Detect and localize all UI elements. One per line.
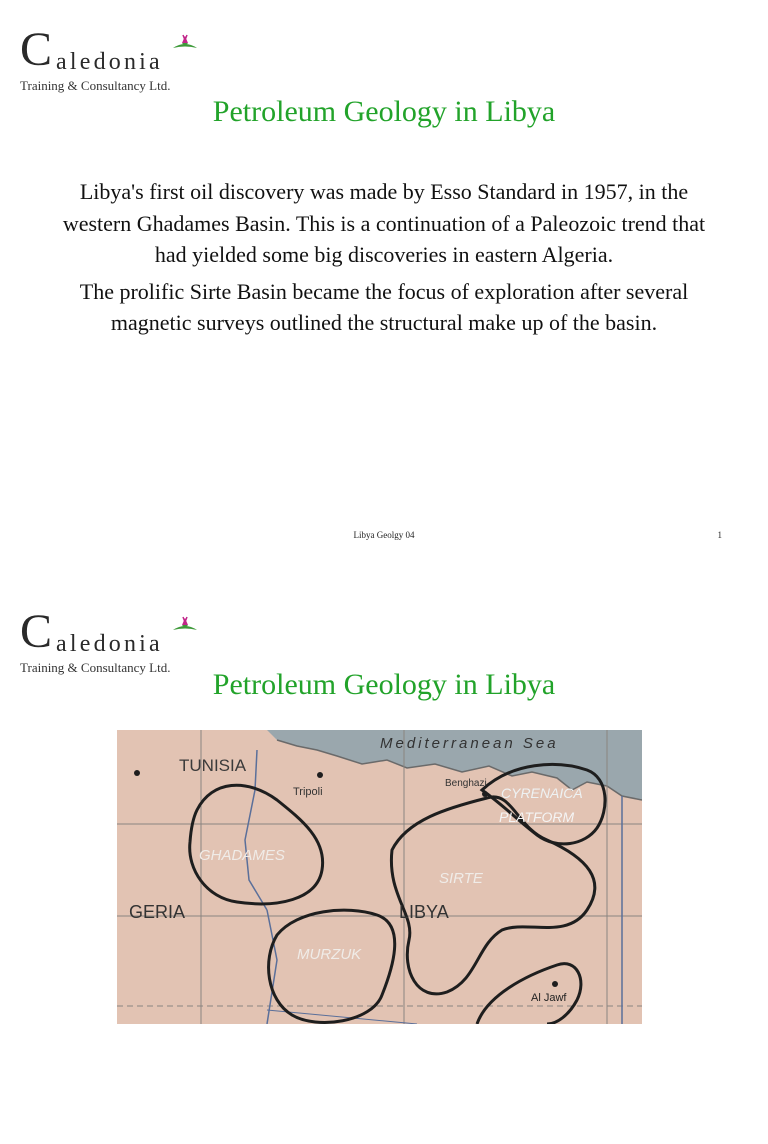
logo-initial: C (20, 605, 53, 658)
benghazi-dot (482, 791, 488, 797)
paragraph-1: Libya's first oil discovery was made by Esso Standard in 1957, in the western Ghadames Basin. This is a continuation of a Paleozoic trend that had yielded some big discoveries in eastern Algeria. (62, 179, 706, 267)
al-jawf-dot (552, 981, 558, 987)
label-tripoli: Tripoli (293, 786, 323, 798)
label-ghadames: GHADAMES (199, 847, 285, 864)
thistle-icon (170, 616, 200, 636)
logo-subtitle: Training & Consultancy Ltd. (20, 660, 171, 675)
label-sirte: SIRTE (439, 870, 483, 887)
logo-initial: C (20, 23, 53, 76)
label-cyrenaica: CYRENAICA (501, 785, 583, 801)
logo-subtitle: Training & Consultancy Ltd. (20, 78, 171, 93)
page-number: 1 (717, 530, 722, 540)
logo-name: aledonia (56, 49, 163, 75)
slide-title: Petroleum Geology in Libya (212, 668, 556, 701)
paragraph-2: The prolific Sirte Basin became the focus of exploration after several magnetic surveys outlined the structural make up of the basin. (79, 278, 689, 335)
slide-2 (0, 582, 768, 1144)
label-benghazi: Benghazi (445, 778, 487, 789)
slide-title: Petroleum Geology in Libya (212, 95, 556, 128)
label-libya: LIBYA (399, 902, 449, 922)
label-sea: Mediterranean Sea (380, 735, 559, 752)
slide-footer: Libya Geolgy 04 (353, 530, 415, 540)
slide-body (60, 176, 708, 344)
tripoli-dot (317, 772, 323, 778)
logo-name: aledonia (56, 631, 163, 657)
slide-1 (0, 0, 768, 562)
dot-west (134, 770, 140, 776)
label-algeria: GERIA (129, 902, 186, 922)
label-tunisia: TUNISIA (179, 756, 247, 775)
thistle-icon (170, 34, 200, 54)
caledonia-logo (20, 23, 220, 98)
label-al-jawf: Al Jawf (531, 992, 567, 1004)
label-murzuk: MURZUK (297, 946, 362, 963)
label-platform: PLATFORM (499, 809, 575, 825)
libya-basin-map (117, 730, 642, 1024)
